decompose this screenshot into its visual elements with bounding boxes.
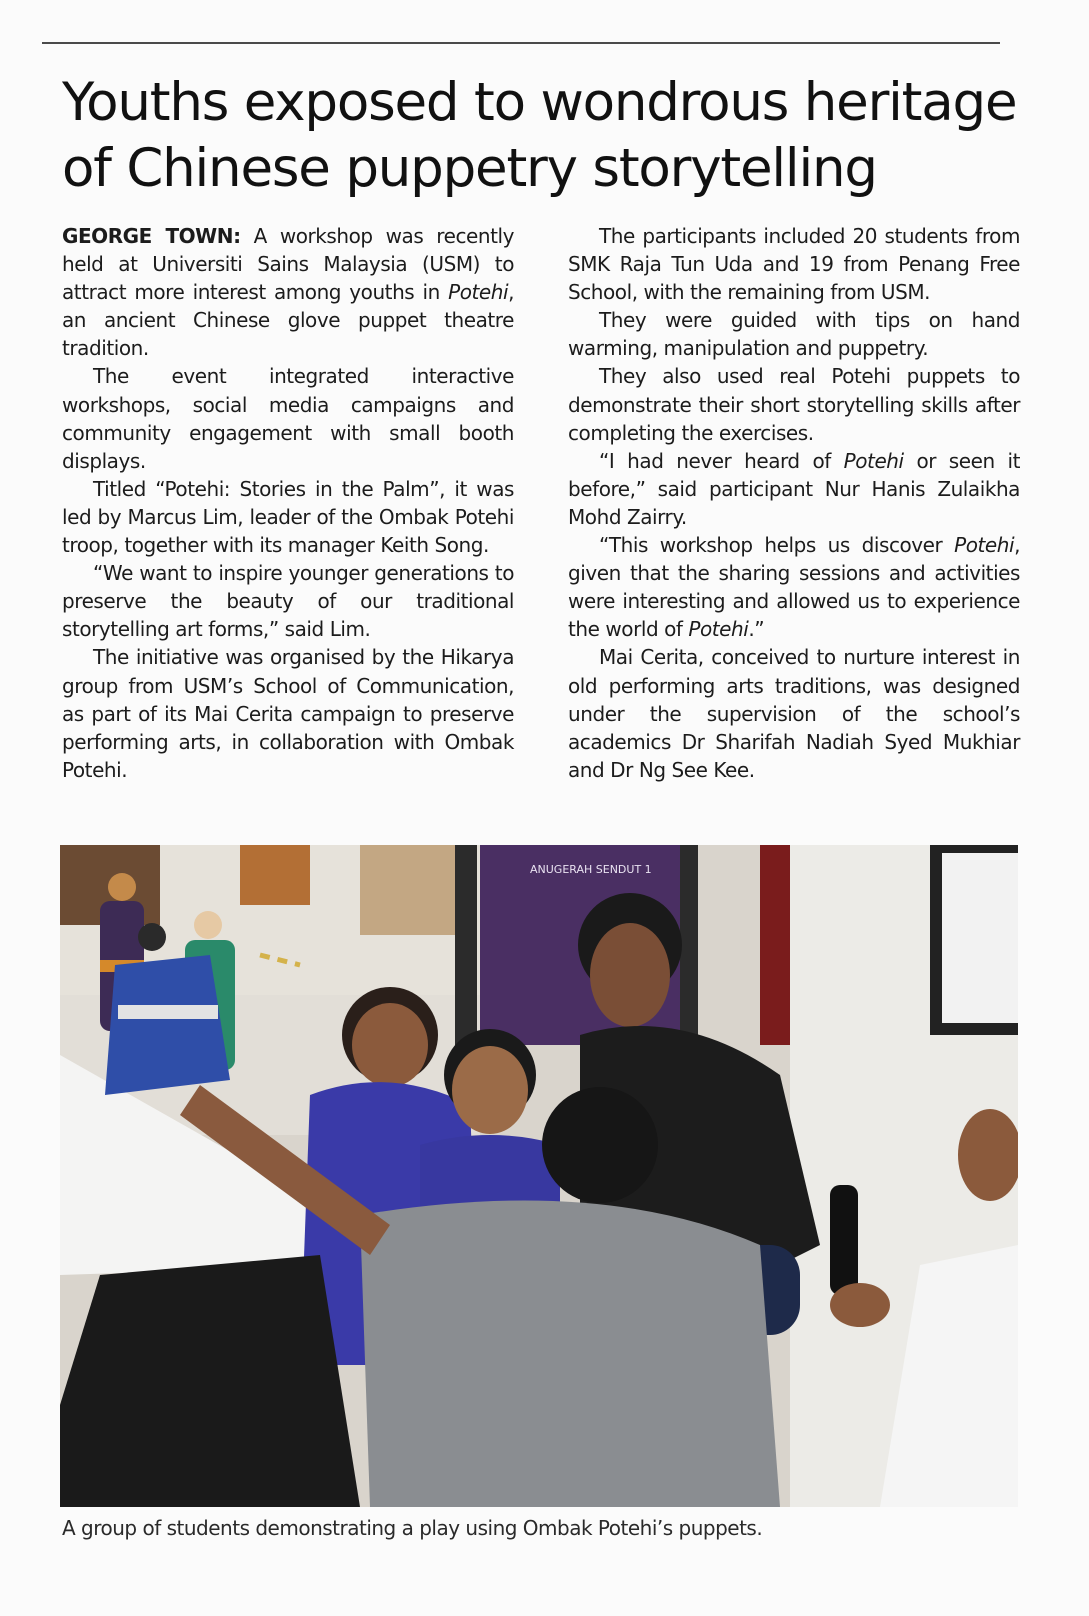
headline	[62, 70, 1022, 202]
text-run: , given that the sharing sessions and activities were interesting and allowed us to experience the world of	[568, 533, 1020, 642]
paragraph: Mai Cerita, conceived to nurture interest in old performing arts traditions, was designed under the supervision of the school’s academics Dr Sharifah Nadiah Syed Mukhiar and Dr Ng See Kee.	[568, 645, 1020, 782]
article-column-left	[62, 222, 514, 784]
paragraph: The participants included 20 students from SMK Raja Tun Uda and 19 from Penang Free School, with the remaining from USM.	[568, 224, 1020, 305]
photo-illustration	[60, 845, 1018, 1507]
wooden-door	[240, 845, 310, 905]
text-run: , an ancient Chinese glove puppet theatre tradition.	[62, 280, 514, 361]
text-run: “I had never heard of	[599, 448, 844, 473]
seated-student-left	[60, 1255, 360, 1507]
article-column-right	[568, 222, 1020, 784]
headline-line-1: Youths exposed to wondrous heritage	[62, 72, 1017, 133]
italic-term: Potehi	[448, 280, 509, 305]
paragraph: They also used real Potehi puppets to demonstrate their short storytelling skills after completing the exercises.	[568, 364, 1020, 445]
backdrop-banner-text: ANUGERAH SENDUT 1	[530, 863, 652, 876]
top-rule	[42, 42, 1000, 44]
projection-screen	[942, 853, 1018, 1023]
article-photo	[60, 845, 1018, 1507]
text-run: A workshop was recently held at Universiti Sains Malaysia (USM) to attract more interest among youths in	[62, 224, 514, 305]
paragraph: The event integrated interactive workshops, social media campaigns and community engagement with small booth displays.	[62, 364, 514, 473]
paragraph: “We want to inspire younger generations to preserve the beauty of our traditional storytelling art forms,” said Lim.	[62, 561, 514, 642]
italic-term: Potehi	[954, 533, 1015, 558]
headline-line-2: of Chinese puppetry storytelling	[62, 138, 877, 199]
dateline: GEORGE TOWN:	[62, 224, 241, 248]
italic-term: Potehi	[688, 617, 749, 642]
paragraph: Titled “Potehi: Stories in the Palm”, it was led by Marcus Lim, leader of the Ombak Potehi troop, together with its manager Keith Song.	[62, 476, 514, 558]
text-run: .”	[748, 617, 765, 642]
paragraph	[568, 531, 1020, 643]
photo-caption: A group of students demonstrating a play using Ombak Potehi’s puppets.	[62, 1516, 763, 1540]
paragraph: The initiative was organised by the Hikarya group from USM’s School of Communication, as part of its Mai Cerita campaign to preserve performing arts, in collaboration with Ombak Potehi.	[62, 645, 514, 782]
text-run: or seen it before,” said participant Nur Hanis Zulaikha Mohd Zairry.	[568, 448, 1020, 529]
paragraph: They were guided with tips on hand warming, manipulation and puppetry.	[568, 308, 1020, 361]
red-curtain	[760, 845, 790, 1045]
doorway	[360, 845, 455, 935]
paragraph	[62, 222, 514, 362]
italic-term: Potehi	[843, 448, 904, 473]
paragraph	[568, 447, 1020, 531]
text-run: “This workshop helps us discover	[599, 533, 955, 558]
